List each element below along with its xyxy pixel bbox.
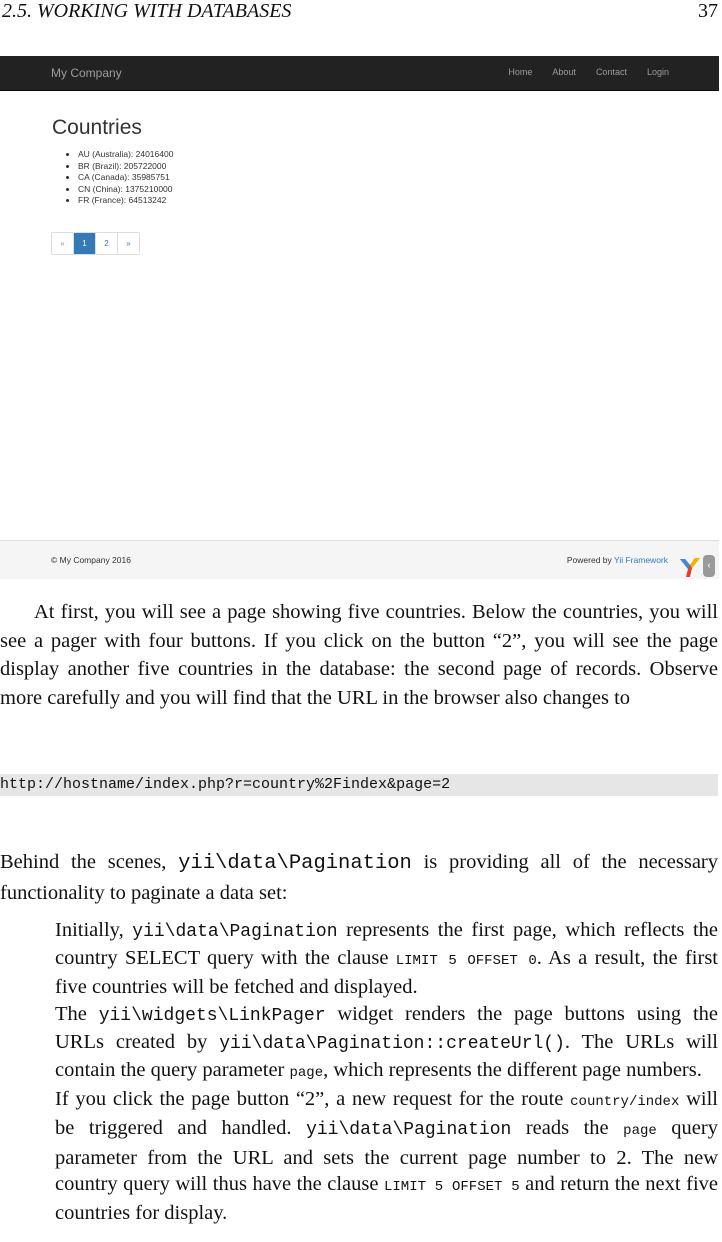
- inline-code: page: [289, 1065, 324, 1082]
- country-list: [66, 149, 173, 207]
- nav-menu: [508, 67, 669, 77]
- powered-by-prefix: Powered by: [566, 555, 614, 565]
- text-segment: reads the: [511, 1117, 624, 1140]
- section-title: 2.5. WORKING WITH DATABASES: [2, 0, 292, 22]
- text-segment: represents the first page, which reflects the country SELECT query with the clause: [55, 919, 719, 970]
- nav-about[interactable]: About: [552, 67, 576, 77]
- text-segment: , which represents the different page numbers.: [323, 1059, 702, 1082]
- footer: [0, 540, 719, 579]
- navbar: [0, 56, 719, 91]
- text-segment: query parameter from the URL and sets the current page number to 2. The new country query will thus have the clause: [55, 1117, 718, 1195]
- brand-link[interactable]: My Company: [51, 66, 122, 80]
- nav-contact[interactable]: Contact: [595, 67, 627, 77]
- pager-page-1-button[interactable]: 1: [74, 233, 96, 254]
- inline-code: yii\data\Pagination: [132, 922, 338, 942]
- debug-toggle-button[interactable]: ‹: [703, 555, 715, 577]
- list-item: • FR (France): 64513242: [78, 195, 173, 207]
- inline-code: yii\data\Pagination: [178, 852, 412, 875]
- paragraph-intro: At first, you will see a page showing five countries. Below the countries, you will see a pager with four buttons. If you click on the button “2”, you will see the page display another five countries in the database: the second page of records. Observe more carefully and you will find that the URL in the browser also changes to: [0, 601, 718, 709]
- list-item: • BR (Brazil): 205722000: [78, 161, 173, 173]
- inline-code: yii\data\Pagination::createUrl(): [219, 1033, 565, 1054]
- yii-framework-link[interactable]: Yii Framework: [614, 555, 668, 565]
- text-segment: Initially,: [55, 919, 133, 941]
- yii-logo-icon[interactable]: [678, 555, 704, 579]
- powered-by-text: [567, 555, 668, 565]
- pager-page-2-button[interactable]: 2: [96, 233, 118, 254]
- nav-home[interactable]: Home: [508, 67, 533, 77]
- pager-next-button[interactable]: »: [118, 233, 139, 254]
- running-header: [0, 0, 718, 24]
- inline-code: page: [623, 1123, 657, 1140]
- url-code-block: http://hostname/index.php?r=country%2Findex&page=2: [0, 774, 718, 796]
- text-segment: will be triggered and handled.: [55, 1088, 718, 1140]
- text-segment: If you click the page button “2”, a new request for the route: [55, 1088, 571, 1111]
- pagination: [51, 232, 140, 255]
- page-number: 37: [698, 0, 718, 22]
- list-item-linkpager: [55, 1001, 718, 1087]
- inline-code: country/index: [570, 1094, 680, 1111]
- inline-code: yii\widgets\LinkPager: [98, 1005, 326, 1026]
- app-screenshot: [0, 56, 719, 578]
- text-segment: is providing all of the necessary functionality to paginate a data set:: [0, 851, 719, 904]
- explanation-list: [55, 917, 718, 1226]
- list-item: • CN (China): 1375210000: [78, 184, 173, 196]
- list-item: • CA (Canada): 35985751: [78, 172, 173, 184]
- page-title: Countries: [52, 116, 142, 139]
- list-item-page-button: [55, 1086, 718, 1226]
- text-segment: . As a result, the first five countries will be fetched and displayed.: [55, 947, 718, 999]
- text-segment: Behind the scenes,: [0, 851, 179, 873]
- text-segment: The: [55, 1002, 99, 1025]
- text-segment: and return the next five countries for display.: [55, 1172, 719, 1225]
- list-item: • AU (Australia): 24016400: [78, 149, 173, 161]
- nav-login[interactable]: Login: [646, 67, 669, 77]
- paragraph-behind-scenes: [0, 848, 718, 907]
- text-segment: . The URLs will contain the query parameter: [55, 1030, 718, 1082]
- inline-code: LIMIT 5 OFFSET 0: [395, 953, 537, 970]
- inline-code: LIMIT 5 OFFSET 5: [384, 1178, 520, 1195]
- text-segment: widget renders the page buttons using the URLs created by: [55, 1002, 719, 1053]
- inline-code: yii\data\Pagination: [306, 1120, 512, 1141]
- pager-prev-button[interactable]: «: [52, 233, 74, 254]
- copyright-text: © My Company 2016: [51, 555, 131, 565]
- list-item-initially: [55, 917, 718, 1001]
